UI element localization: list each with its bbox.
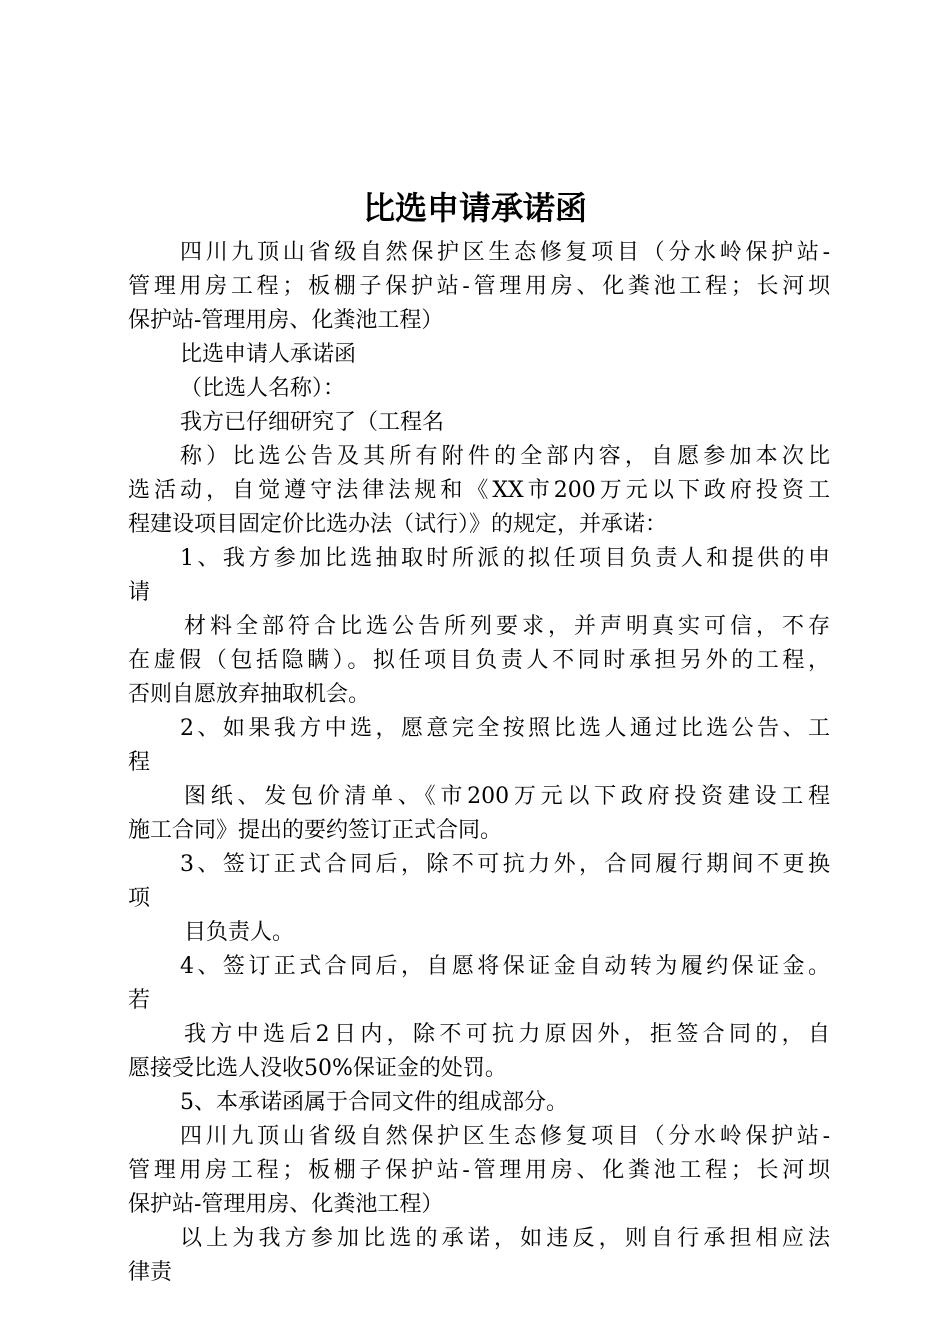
paragraph-line: 管理用房工程；板棚子保护站-管理用房、化粪池工程；长河坝 [128,274,830,299]
paragraph-line: 2、如果我方中选，愿意完全按照比选人通过比选公告、工 [180,716,830,741]
paragraph-line: 图纸、发包价清单、《市200万元以下政府投资建设工程 [184,784,830,809]
paragraph-line: 1、我方参加比选抽取时所派的拟任项目负责人和提供的申 [180,546,830,571]
paragraph-line: 程 [128,750,151,775]
paragraph-line: 保护站-管理用房、化粪池工程） [128,308,444,333]
paragraph-line: 四川九顶山省级自然保护区生态修复项目（分水岭保护站- [180,240,830,265]
paragraph-line: 比选申请人承诺函 [180,342,357,367]
paragraph-line: 5、本承诺函属于合同文件的组成部分。 [180,1090,568,1115]
paragraph-line: 材料全部符合比选公告所列要求，并声明真实可信，不存 [184,614,830,639]
paragraph-line: 3、签订正式合同后，除不可抗力外，合同履行期间不更换 [180,852,830,877]
paragraph-line: 目负责人。 [184,920,295,945]
document-body [128,236,830,1290]
paragraph-line: 以上为我方参加比选的承诺，如违反，则自行承担相应法 [180,1226,830,1251]
paragraph-line: （比选人名称）： [180,376,346,401]
paragraph-line: 项 [128,886,151,911]
paragraph-line: 愿接受比选人没收50%保证金的处罚。 [128,1056,507,1081]
paragraph-line: 我方已仔细研究了（工程名 [180,410,445,435]
paragraph-line: 我方中选后2日内，除不可抗力原因外，拒签合同的，自 [184,1022,830,1047]
document-title: 比选申请承诺函 [362,189,587,227]
paragraph-line: 保护站-管理用房、化粪池工程） [128,1192,444,1217]
paragraph-line: 请 [128,580,151,605]
paragraph-line: 在虚假（包括隐瞒）。拟任项目负责人不同时承担另外的工程， [128,648,830,673]
paragraph-line: 若 [128,988,151,1013]
paragraph-line: 律责 [128,1260,173,1285]
paragraph-line: 程建设项目固定价比选办法（试行）》的规定，并承诺： [128,512,668,537]
paragraph-line: 4、签订正式合同后，自愿将保证金自动转为履约保证金。 [180,954,830,979]
paragraph-line: 四川九顶山省级自然保护区生态修复项目（分水岭保护站- [180,1124,830,1149]
paragraph-line: 选活动，自觉遵守法律法规和《XX市200万元以下政府投资工 [128,478,830,503]
paragraph-line: 否则自愿放弃抽取机会。 [128,682,371,707]
paragraph-line: 管理用房工程；板棚子保护站-管理用房、化粪池工程；长河坝 [128,1158,830,1183]
paragraph-line: 施工合同》提出的要约签订正式合同。 [128,818,503,843]
paragraph-line: 称）比选公告及其所有附件的全部内容，自愿参加本次比 [180,444,830,469]
